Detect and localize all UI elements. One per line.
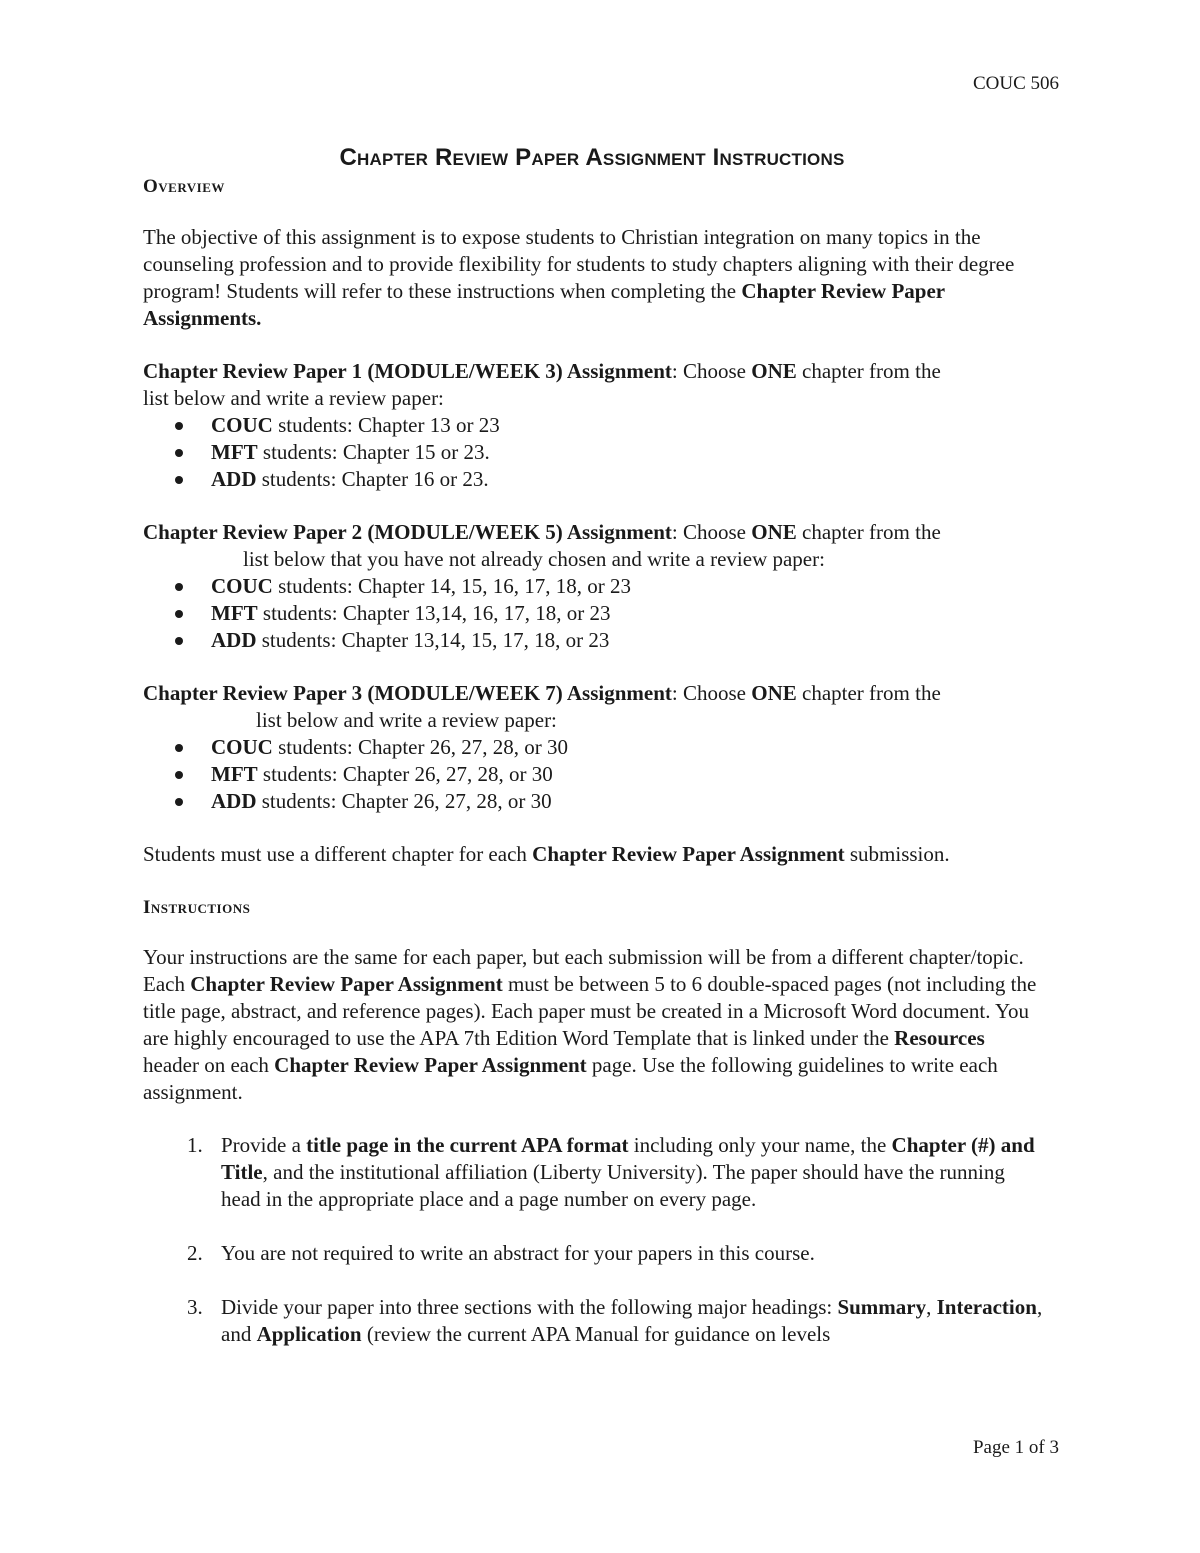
paper3-block <box>143 680 1043 815</box>
paper2-intro: Chapter Review Paper 2 (MODULE/WEEK 5) Assignment: Choose ONE chapter from the <box>143 520 941 544</box>
list-item: ADD students: Chapter 26, 27, 28, or 30 <box>175 788 1043 815</box>
paper3-continuation: list below and write a review paper: <box>256 708 557 732</box>
instructions-paragraph: Your instructions are the same for each paper, but each submission will be from a different chapter/topic. Each Chapter Review Paper Assignment must be between 5 to 6 double-spaced pages (not including the title page, abstract, and reference pages). Each paper must be created in a Microsoft Word document. You are highly encouraged to use the APA 7th Edition Word Template that is linked under the Resources header on each Chapter Review Paper Assignment page. Use the following guidelines to write each assignment. <box>143 945 1037 1104</box>
list-item: COUC students: Chapter 13 or 23 <box>175 412 1043 439</box>
list-item: MFT students: Chapter 26, 27, 28, or 30 <box>175 761 1043 788</box>
list-item: MFT students: Chapter 13,14, 16, 17, 18, or 23 <box>175 600 1043 627</box>
list-item: MFT students: Chapter 15 or 23. <box>175 439 1043 466</box>
running-header: COUC 506 <box>972 73 1059 94</box>
page-title: Chapter Review Paper Assignment Instructions <box>339 144 845 171</box>
list-item: ADD students: Chapter 13,14, 15, 17, 18, or 23 <box>175 627 1043 654</box>
paper1-continuation: list below and write a review paper: <box>143 386 444 410</box>
list-item: ADD students: Chapter 16 or 23. <box>175 466 1043 493</box>
guidelines-list <box>143 1132 1043 1348</box>
list-item: COUC students: Chapter 26, 27, 28, or 30 <box>175 734 1043 761</box>
list-item: 1. Provide a title page in the current APA format including only your name, the Chapter (#) and Title, and the institutional affiliation (Liberty University). The paper should have the running head in the appropriate place and a page number on every page. <box>187 1133 1035 1211</box>
paper2-block <box>143 519 1043 654</box>
paper2-continuation: list below that you have not already chosen and write a review paper: <box>243 547 825 571</box>
paper1-list <box>143 412 1043 493</box>
overview-heading: Overview <box>143 176 225 197</box>
document-body <box>143 142 1043 1375</box>
list-item: 2. You are not required to write an abstract for your papers in this course. <box>187 1241 815 1265</box>
page-number: Page 1 of 3 <box>972 1437 1059 1458</box>
list-item: COUC students: Chapter 14, 15, 16, 17, 18, or 23 <box>175 573 1043 600</box>
paper3-list <box>143 734 1043 815</box>
overview-paragraph: The objective of this assignment is to expose students to Christian integration on many topics in the counseling profession and to provide flexibility for students to study chapters aligning with their degree program! Students will refer to these instructions when completing the Chapter Review Paper Assignments. <box>143 225 1015 330</box>
paper1-intro: Chapter Review Paper 1 (MODULE/WEEK 3) Assignment: Choose ONE chapter from the <box>143 359 941 383</box>
paper1-block <box>143 358 1043 493</box>
instructions-heading: Instructions <box>143 897 251 918</box>
different-chapter-note: Students must use a different chapter for each Chapter Review Paper Assignment submission. <box>143 842 950 866</box>
paper3-intro: Chapter Review Paper 3 (MODULE/WEEK 7) Assignment: Choose ONE chapter from the <box>143 681 941 705</box>
paper2-list <box>143 573 1043 654</box>
list-item: 3. Divide your paper into three sections with the following major headings: Summary, Interaction, and Application (review the current APA Manual for guidance on levels <box>187 1295 1043 1346</box>
